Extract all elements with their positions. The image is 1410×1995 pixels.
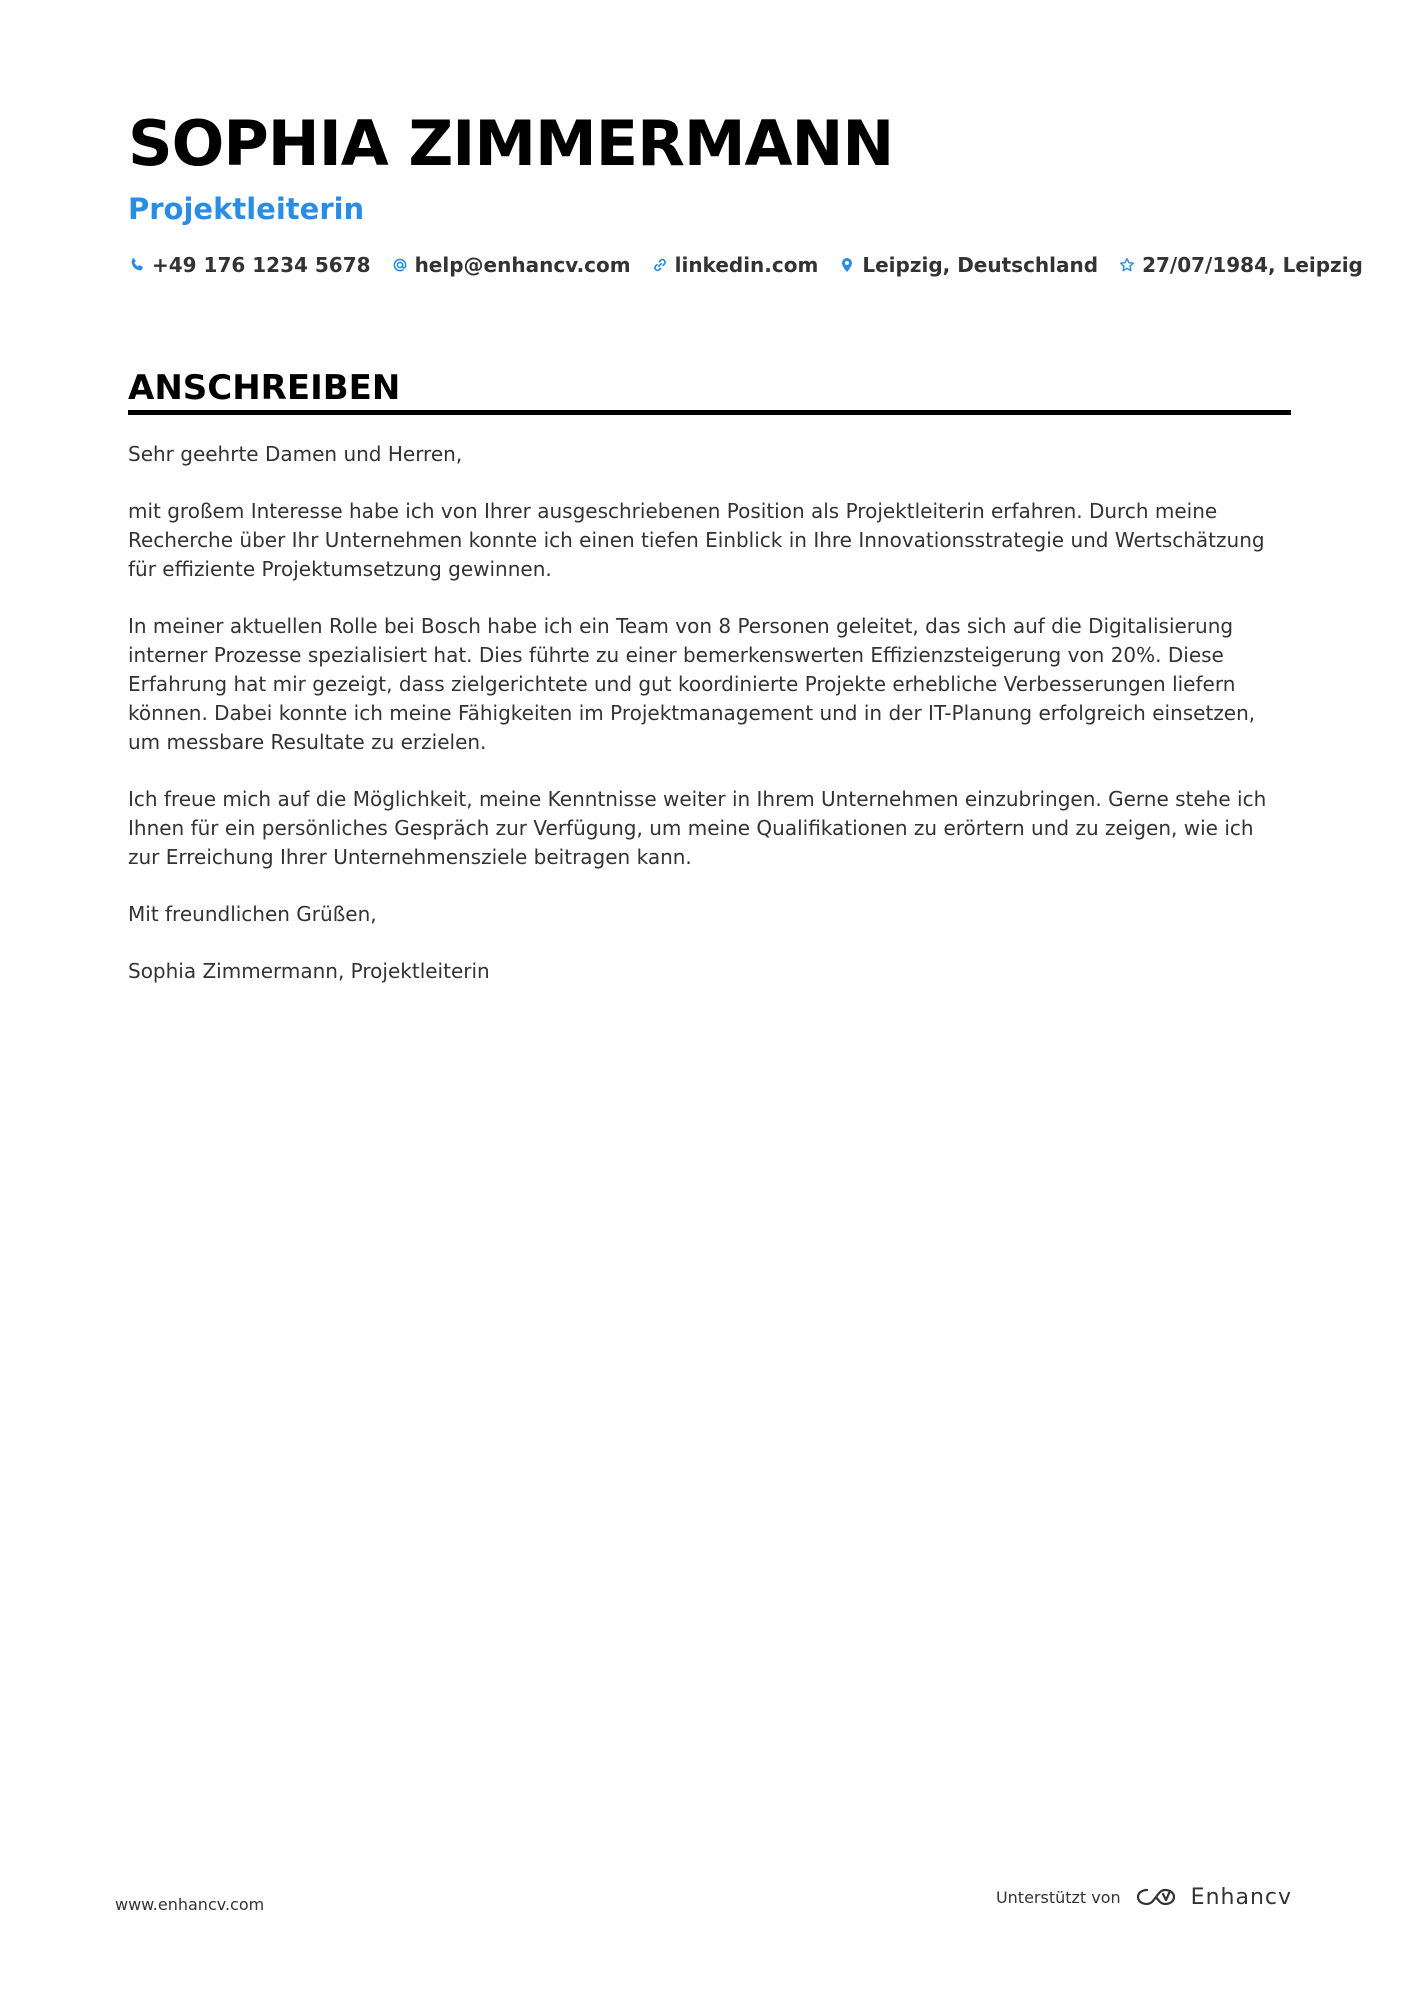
letter-closing: Mit freundlichen Grüßen, bbox=[128, 902, 377, 926]
location-pin-icon bbox=[838, 256, 856, 274]
phone-icon bbox=[128, 256, 146, 274]
link-icon bbox=[651, 256, 669, 274]
brand-name: Enhancv bbox=[1190, 1884, 1292, 1910]
letter-body bbox=[128, 440, 1291, 1014]
section-divider bbox=[128, 410, 1291, 415]
footer-brand bbox=[996, 1884, 1292, 1910]
letter-paragraph: In meiner aktuellen Rolle bei Bosch habe ich ein Team von 8 Personen geleitet, das sich auf die Digitalisierung interner Prozesse spezialisiert hat. Dies führte zu einer bemerkenswerten Effizienzsteigerung von 20%. Diese Erfahrung hat mir gezeigt, dass zielgerichtete und gut koordinierte Projekte erhebliche Verbesserungen liefern können. Dabei konnte ich meine Fähigkeiten im Projektmanagement und in der IT-Planung erfolgreich einsetzen, um messbare Resultate zu erzielen. bbox=[128, 614, 1256, 754]
at-icon bbox=[391, 256, 409, 274]
contact-linkedin[interactable] bbox=[651, 253, 819, 277]
contact-location bbox=[838, 253, 1098, 277]
contact-email-text: help@enhancv.com bbox=[414, 253, 631, 277]
contact-bar bbox=[128, 253, 1363, 277]
powered-by-text: Unterstützt von bbox=[995, 1887, 1121, 1907]
letter-signature: Sophia Zimmermann, Projektleiterin bbox=[128, 959, 490, 983]
contact-phone bbox=[128, 253, 371, 277]
footer-url[interactable]: www.enhancv.com bbox=[115, 1895, 265, 1914]
contact-birth bbox=[1118, 253, 1363, 277]
letter-paragraph: mit großem Interesse habe ich von Ihrer ausgeschriebenen Position als Projektleiterin erfahren. Durch meine Recherche über Ihr Unternehmen konnte ich einen tiefen Einblick in Ihre Innovationsstrategie und Wertschätzung für effiziente Projektumsetzung gewinnen. bbox=[128, 499, 1265, 581]
contact-email[interactable] bbox=[391, 253, 631, 277]
contact-location-text: Leipzig, Deutschland bbox=[862, 253, 1099, 277]
contact-birth-text: 27/07/1984, Leipzig bbox=[1142, 253, 1363, 277]
contact-linkedin-text: linkedin.com bbox=[674, 253, 819, 277]
enhancv-logo-icon bbox=[1133, 1884, 1179, 1910]
star-icon bbox=[1118, 256, 1136, 274]
letter-salutation: Sehr geehrte Damen und Herren, bbox=[128, 442, 463, 466]
applicant-role: Projektleiterin bbox=[128, 192, 365, 226]
brand-logo bbox=[1133, 1884, 1292, 1910]
applicant-name: SOPHIA ZIMMERMANN bbox=[128, 107, 894, 180]
contact-phone-text: +49 176 1234 5678 bbox=[152, 253, 371, 277]
letter-paragraph: Ich freue mich auf die Möglichkeit, meine Kenntnisse weiter in Ihrem Unternehmen einzubringen. Gerne stehe ich Ihnen für ein persönliches Gespräch zur Verfügung, um meine Qualifikationen zu erörtern und zu zeigen, wie ich zur Erreichung Ihrer Unternehmensziele beitragen kann. bbox=[128, 787, 1267, 869]
section-title: ANSCHREIBEN bbox=[128, 368, 401, 408]
